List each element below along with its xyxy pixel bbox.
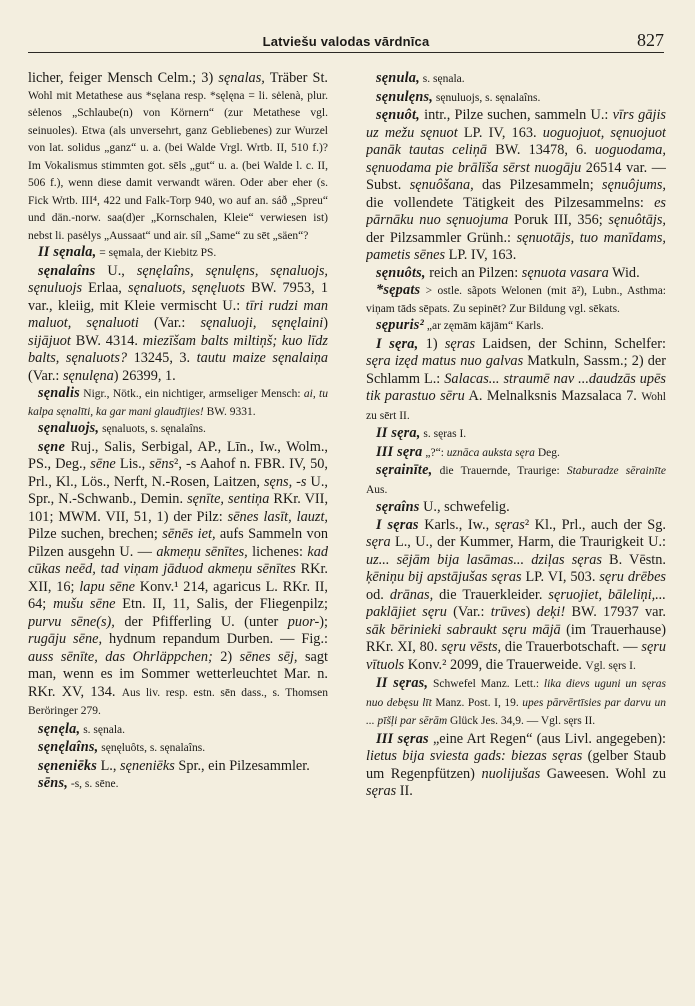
entry-text: sęras [494, 516, 525, 533]
entry-text: es pārnāku nuo sęnuojuma [366, 194, 666, 228]
entry-headword: sęnuôt, [376, 107, 420, 123]
entry-text: = sęmala, der Kiebitz PS. [96, 247, 217, 259]
entry-text: kad cūkas neēd, tad viņam jāduod akmeņu sēnītes [28, 543, 328, 577]
entry-text: nuolijušas [481, 765, 541, 782]
entry-text: uoguojuot, sęnuojuot panāk tautas celiņā [366, 124, 666, 158]
entry-text: sęras [366, 783, 397, 799]
entry-text: lapu sēne [79, 578, 135, 595]
dictionary-entry [28, 70, 328, 244]
entry-headword: I [376, 516, 388, 533]
entry-headword: sęra, [391, 425, 421, 441]
dictionary-entry [366, 89, 666, 108]
dictionary-entry [366, 107, 666, 265]
entry-text: sęnęlaîns, sęnulęns, sęnaluojs, sęnuluojs [28, 262, 328, 296]
entry-text: Gaweesen. Wohl zu [540, 765, 666, 782]
entry-text: Laidsen, der Schinn, Schelfer: [475, 335, 666, 352]
page-header-title: Latviešu valodas vārdnīca [262, 34, 430, 49]
entry-headword: sęra [397, 443, 423, 460]
dictionary-entry [366, 462, 666, 499]
entry-headword: I [376, 335, 390, 352]
entry-headword: sęnęlaîns, [38, 739, 99, 755]
entry-headword: II [376, 425, 392, 441]
dictionary-entry [366, 70, 666, 89]
dictionary-entry [366, 282, 666, 317]
entry-text: vīrs gājis uz mežu sęnuot [366, 107, 666, 141]
entry-text: U., Spr., N.-Schwanb., Demin. [28, 473, 328, 507]
entry-text: Aus liv. resp. estn. sēn dass., s. Thomsen Beröringer 279. [28, 686, 328, 717]
dictionary-entry [28, 721, 328, 740]
entry-text: reich an Pilzen: [425, 264, 522, 281]
entry-text: BW. 13478, 6. [487, 142, 595, 158]
entry-text: sęnalas, [218, 70, 265, 86]
entry-headword: sęnala, [53, 244, 97, 260]
entry-text: 2) [212, 648, 240, 665]
entry-text: sēnes lasīt, lauzt, [227, 508, 328, 525]
entry-headword: sęras, [393, 675, 429, 691]
dictionary-entry [366, 731, 666, 801]
entry-text: ķēniņu bij apstājušas sęras [366, 569, 522, 585]
entry-text: licher, feiger Mensch Celm.; 3) [28, 70, 219, 86]
entry-text: s. sęras I. [420, 428, 467, 440]
entry-text: das Pilzesammeln; [473, 177, 603, 193]
entry-text: LP. IV, 163. [445, 247, 517, 263]
entry-text: mušu sēne [53, 596, 116, 612]
entry-text: ) [525, 604, 537, 620]
entry-text: aufs Sammeln von Pilzen ausgehn U. — [28, 526, 328, 560]
entry-text: 13245, 3. [127, 350, 197, 366]
entry-headword: II [376, 675, 394, 691]
entry-text: Schwefel Manz. Lett.: [428, 678, 544, 690]
entry-text: sēns [149, 456, 175, 472]
entry-text: RKr. XII, 16; [28, 561, 328, 595]
entry-headword: sęneniēks [38, 757, 97, 774]
entry-text: „eine Art Regen“ (aus Livl. angegeben): [428, 730, 666, 747]
entry-text: trūves [490, 604, 526, 620]
dictionary-entry [28, 385, 328, 420]
entry-text: lika dievs uguni un sęras nuo debęsu līt [366, 678, 666, 709]
entry-headword: III [376, 730, 398, 747]
entry-text: > ostle. sãpots Welonen (mit ā²), Lubn., Asthma: viņam tāds sēpats. Zu sepinēt? Zur Bildung vgl. sēkats. [366, 285, 666, 315]
entry-text: sęnuluojs, s. sęnalaîns. [433, 91, 541, 104]
entry-text: ² Kl., Prl., auch der Sg. [524, 516, 666, 533]
entry-text: Erlaa, [82, 280, 129, 296]
dictionary-entry [366, 317, 666, 336]
entry-text: sęneniēks [120, 757, 175, 774]
entry-headword: *sępats [376, 282, 421, 298]
entry-text: Konv.¹ 214, agaricus L. RKr. II, 64; [28, 578, 328, 612]
entry-text: U., [95, 262, 137, 279]
entry-text: „?“: [422, 446, 447, 459]
entry-text: Manz. Post. I, 19. [431, 696, 523, 709]
entry-text: s. sęnala. [80, 723, 126, 736]
entry-text: sęnuôtājs, [608, 212, 666, 228]
entry-text: sęnulęna [62, 367, 114, 384]
entry-text: sęnaluots, s. sęnalaîns. [99, 423, 206, 435]
entry-text: (Var.: [446, 604, 491, 620]
entry-headword: sęnuôts, [376, 264, 426, 281]
entry-text: ) 26399, 1. [113, 367, 176, 384]
entry-text: Karls., Iw., [418, 516, 495, 533]
entry-headword: sęnaluojs, [38, 420, 100, 436]
entry-text: Wid. [608, 264, 640, 281]
entry-text: sęnīte, sentiņa [187, 491, 270, 507]
dictionary-entry [366, 675, 666, 731]
entry-text: sęra izęd matus nuo galvas [366, 353, 524, 369]
entry-headword: sęras [397, 730, 429, 747]
entry-text: Glück Jes. 34,9. — Vgl. sęrs II. [447, 715, 596, 727]
entry-text: die vollendete Tätigkeit des Pilzesammelns: [366, 194, 655, 211]
entry-text: sęnaluoji, sęnęlaini [200, 315, 324, 331]
entry-text: sagt man, wenn es im Sommer wetterleuchtet Mar. n. RKr. XV, 134. [28, 648, 328, 700]
entry-text: sēne [90, 456, 116, 472]
entry-text: LP. IV, 163. [457, 124, 543, 141]
entry-headword: sęnalaîns [38, 262, 96, 279]
entry-headword: sęne [38, 438, 66, 455]
entry-text: tīri rudzi man maluot, sęnaluoti [28, 297, 328, 331]
entry-text: Wohl mit Metathese aus *sęlana resp. *sęlęna = li. sėlenà, plur. sėlenos „Schlaube(n) von Körnern“ (zur Metathese vgl. seinuoles). Etwa (als unversehrt, ganz Gebliebenes) zur Wurzel von lat. solidus „ganz“ u. a. (bei Walde Vrgl. Wrtb. II, 510 f.)? Im Vokalismus stimmten got. sēls „gut“ u. a. (bei Walde l. c. II, 506 f.), wenn diese damit verwandt wären. Oder aber eher (s. Fick Wrtb. III⁴, 422 und Falk-Torp 940, wo auf an. sáð „Spreu“ und dän.-norw. saa(d)er „Kornschalen, Kleie“ verwiesen ist) nebst li. pasėlys „Aussaat“ und air. síl „Same“ zu sēt „säen“? [28, 89, 328, 242]
entry-text: ) [323, 315, 328, 331]
entry-text: upes pārvērtīsies par darvu un ... pīšļi par sērām [366, 696, 666, 727]
entry-text: RKr. VII, 101; MWM. VII, 51, 1) der Pilz: [28, 491, 328, 525]
entry-text: 26514 var. — Subst. [366, 159, 666, 193]
entry-text: uz... sējām bija lasāmas... dziļas sęras [366, 551, 602, 568]
dictionary-entry [28, 420, 328, 439]
entry-text: purvu sēne(s), [28, 613, 115, 630]
entry-text: od. [366, 586, 390, 603]
dictionary-entry [366, 336, 666, 426]
left-column [28, 70, 328, 996]
entry-text: sęnuôjums, [602, 177, 666, 193]
dictionary-entry [366, 425, 666, 444]
entry-text: L., [97, 757, 121, 774]
entry-text: Lis., [115, 456, 150, 472]
entry-text: sęnaluots, sęnęluots [128, 280, 245, 296]
entry-headword: sępuris² [376, 317, 424, 333]
dictionary-entry [28, 739, 328, 758]
entry-text: 1) [418, 335, 445, 352]
entry-headword: sęnalis [38, 385, 80, 401]
entry-text: II. [396, 783, 413, 799]
entry-headword: sęnulęns, [376, 88, 434, 105]
entry-text: uoguodama, sęnuodama pie brālīša sērst nuogāju [366, 142, 666, 176]
entry-text: „ar zęmām kājām“ Karls. [424, 320, 544, 332]
entry-text: sęru vītuols [366, 639, 666, 673]
entry-text: lietus bija sviesta gads: biezas sęras [366, 748, 583, 764]
entry-text: sēnes sēj, [239, 648, 298, 665]
entry-text: U., schwefelig. [419, 499, 510, 515]
entry-text: BW. 4314. [70, 332, 143, 349]
entry-text: rugāju sēne, [28, 631, 103, 647]
entry-text: sęruojiet, bāleliņi,... paklājiet sęru [366, 586, 666, 620]
entry-text: die Trauernde, Traurige: [432, 465, 567, 477]
dictionary-entry [366, 265, 666, 283]
entry-text: BW. 17937 var. [565, 604, 666, 620]
entry-headword: II [38, 244, 54, 260]
entry-headword: sęnęla, [38, 720, 81, 737]
entry-text: Träber St. [264, 70, 328, 86]
entry-text: akmeņu sēnītes, [156, 543, 248, 560]
entry-text: Staburadze sērainīte [566, 465, 666, 477]
entry-text: ai, tu kalpa sęnalīti, ka gar mani glaudījies! [28, 388, 328, 418]
dictionary-entry [366, 499, 666, 517]
entry-text: L., U., der Kummer, Harm, die Traurigkeit U.: [390, 534, 666, 550]
entry-text: sęras [444, 335, 476, 352]
entry-text: (im Trauerhause) RKr. XI, 80. [366, 621, 666, 655]
entry-text: LP. VI, 503. [521, 569, 600, 585]
entry-text: der Pfifferling U. (unter [114, 613, 288, 630]
entry-text: die Trauerkleider. [433, 586, 549, 603]
entry-headword: III [376, 443, 398, 460]
entry-text: s. sęnala. [419, 73, 465, 85]
entry-text: Spr., ein Pilzesammler. [174, 757, 310, 774]
entry-text: (Var.: [138, 315, 201, 331]
entry-text: Wohl zu sērt II. [366, 391, 666, 422]
entry-text: -s, s. sēne. [68, 778, 119, 790]
entry-text: sęnuota vasara [521, 264, 609, 281]
entry-text: sęru vēsts, [441, 639, 502, 655]
entry-text: (Var.: [28, 367, 63, 384]
entry-text: sāk bērinieki sabraukt sęru mājā [366, 621, 561, 638]
page-number: 827 [637, 30, 664, 50]
entry-text: Ruj., Salis, Serbigal, AP., Līn., Iw., Wolm., PS., Deg., [28, 438, 328, 472]
entry-text: sęnęluôts, s. sęnalaîns. [98, 742, 206, 754]
dictionary-entry [366, 444, 666, 463]
entry-text: drānas, [389, 586, 434, 603]
entry-text: Nigr., Nötk., ein nichtiger, armseliger Mensch: [79, 388, 304, 400]
entry-text: lichenes: [247, 543, 308, 560]
entry-text: Matkuln, Sassm.; 2) der Schlamm L.: [366, 353, 666, 387]
entry-text: ², -s Aahof n. FBR. IV, 50, Prl., Kl., Lös., Nerft, N.-Rosen, Laitzen, [28, 456, 328, 490]
entry-headword: sęraîns [376, 499, 420, 515]
entry-headword: sēns, [38, 775, 68, 791]
entry-headword: sęrainīte, [376, 462, 433, 478]
entry-headword: sęra, [389, 335, 419, 352]
entry-text: Vgl. sęrs I. [585, 659, 636, 672]
entry-text: sęns, -s [263, 473, 307, 490]
entry-text: sęnuotājs, tuo manīdams, pametis sēnes [366, 229, 666, 263]
dictionary-entry [28, 775, 328, 794]
entry-text: A. Melnalksnis Mazsalaca 7. [464, 388, 642, 404]
entry-text: Deg. [534, 446, 560, 459]
entry-text: puor- [287, 613, 320, 630]
running-header [28, 24, 664, 53]
entry-text: B. Vēstn. [601, 551, 666, 568]
dictionary-entry [28, 758, 328, 776]
entry-text: (gelber Staub um Regenpfützen) [366, 748, 666, 782]
entry-headword: sęras [387, 516, 419, 533]
entry-text: tautu maize sęnalaiņa [196, 350, 328, 366]
entry-text: auss sēnīte, das Ohrläppchen; [28, 648, 213, 665]
entry-headword: sęnula, [376, 70, 420, 86]
entry-text: Poruk III, 356; [508, 212, 609, 228]
entry-text: Konv.² 2099, die Trauerweide. [404, 656, 586, 673]
entry-text: Pilze suchen, brechen; [28, 526, 163, 542]
entry-text: der Pilzsammler Grünh.: [366, 229, 517, 246]
dictionary-entry [28, 244, 328, 263]
dictionary-entry [366, 517, 666, 676]
entry-text: uznāca auksta sęra [446, 446, 535, 459]
entry-text: deķi! [536, 604, 566, 620]
dictionary-entry [28, 263, 328, 386]
entry-text: sęru drēbes [599, 569, 666, 585]
entry-text: Aus. [366, 483, 388, 496]
right-column [366, 70, 666, 996]
entry-text: sēnēs iet, [162, 526, 216, 542]
entry-text: sijājuot [28, 332, 71, 349]
entry-text: BW. 7953, 1 var., kleiig, mit Kleie vermischt U.: [28, 280, 328, 314]
entry-text: sęra [366, 534, 391, 550]
entry-text: ); [319, 613, 328, 630]
entry-text: miezīšam balts miltiņš; kuo līdz balts, sęnaluots? [28, 332, 328, 366]
entry-text: sęnuôšana, [409, 177, 474, 193]
entry-text: Etn. II, 11, Salis, der Fliegenpilz; [115, 596, 328, 612]
entry-text: BW. 9331. [203, 405, 256, 418]
entry-text: die Trauerbotschaft. — [501, 639, 642, 655]
entry-text: hydnum repandum Durben. — Fig.: [102, 631, 328, 647]
entry-text: Salacas... straumē nav ...daudzās upēs tik parastuo sēru [366, 370, 666, 404]
entry-text: intr., Pilze suchen, sammeln U.: [419, 107, 613, 123]
dictionary-entry [28, 439, 328, 721]
